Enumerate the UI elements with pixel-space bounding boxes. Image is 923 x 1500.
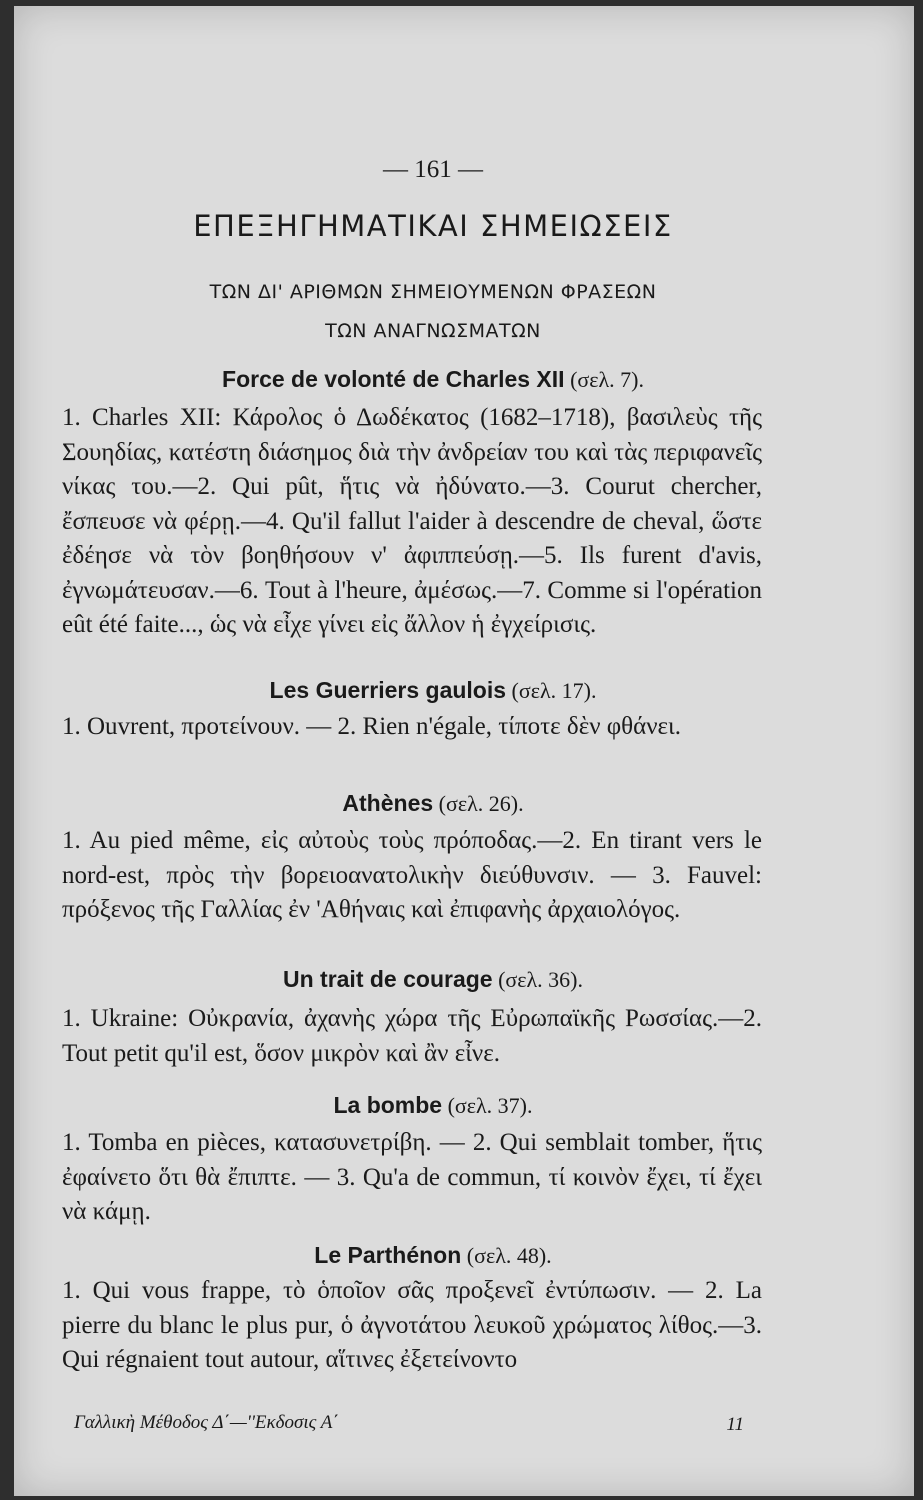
section-title-guerriers	[14, 677, 852, 704]
page-title: ΕΠΕΞΗΓΗΜΑΤΙΚΑΙ ΣΗΜΕΙΩΣΕΙΣ	[193, 209, 673, 243]
section-page-ref: (σελ. 36).	[498, 967, 584, 992]
section-title-athenes	[14, 790, 852, 817]
section-title-text: Athènes	[342, 790, 434, 816]
section-page-ref: (σελ. 26).	[438, 791, 524, 816]
section-title-bombe	[14, 1092, 852, 1119]
page-footer	[74, 1412, 774, 1434]
section-text-bombe: 1. Tomba en pièces, κατασυνετρίβη. — 2. Qui semblait tomber, ἥτις ἐφαίνετο ὅτι θὰ ἔπιπτε. — 3. Qu'a de commun, τί κοινὸν ἔχει, τί ἔχει νὰ κάμῃ.	[62, 1129, 762, 1225]
section-title-courage	[14, 966, 852, 993]
section-text-guerriers: 1. Ouvrent, προτείνουν. — 2. Rien n'égale, τίποτε δὲν φθάνει.	[62, 713, 682, 740]
section-text-athenes: 1. Au pied même, εἰς αὐτοὺς τοὺς πρόποδας.—2. En tirant vers le nord-est, πρὸς τὴν βορειοανατολικὴν διεύθυνσιν. — 3. Fauvel: πρόξενος τῆς Γαλλίας ἐν 'Αθήναις καὶ ἐπιφανὴς ἀρχαιολόγος.	[62, 827, 762, 923]
section-page-ref: (σελ. 17).	[511, 678, 597, 703]
section-title-text: La bombe	[333, 1092, 443, 1118]
section-title-text: Le Parthénon	[314, 1242, 462, 1268]
section-title-charles-xii	[14, 366, 852, 393]
footer-book-title: Γαλλικὴ Μέθοδος Δ΄—''Εκδοσις Α΄	[74, 1412, 339, 1433]
section-title-text: Les Guerriers gaulois	[269, 677, 507, 703]
section-page-ref: (σελ. 37).	[447, 1093, 533, 1118]
section-page-ref: (σελ. 48).	[466, 1243, 552, 1268]
page-subtitle-2: ΤΩΝ ΑΝΑΓΝΩΣΜΑΤΩΝ	[325, 320, 541, 342]
book-page	[14, 6, 914, 1496]
section-title-parthenon	[14, 1242, 852, 1269]
section-title-text: Un trait de courage	[282, 966, 493, 992]
section-text-charles-xii: 1. Charles XII: Κάρολος ὁ Δωδέκατος (1682–1718), βασιλεὺς τῆς Σουηδίας, κατέστη διάσημος διὰ τὴν ἀνδρείαν του καὶ τὰς περιφανεῖς νίκας του.—2. Qui pût, ἥτις νὰ ἠδύνατο.—3. Courut chercher, ἔσπευσε νὰ φέρῃ.—4. Qu'il fallut l'aider à descendre de cheval, ὥστε ἐδέησε νὰ τὸν βοηθήσουν ν' ἀφιππεύσῃ.—5. Ils furent d'avis, ἐγνωμάτευσαν.—6. Tout à l'heure, ἀμέσως.—7. Comme si l'opération eût été faite..., ὡς νὰ εἶχε γίνει εἰς ἄλλον ἡ ἐγχείρισις.	[62, 404, 762, 638]
section-text-courage: 1. Ukraine: Οὐκρανία, ἀχανὴς χώρα τῆς Εὐρωπαϊκῆς Ρωσσίας.—2. Tout petit qu'il est, ὅσον μικρὸν καὶ ἂν εἶνε.	[62, 1005, 762, 1067]
page-subtitle-1: ΤΩΝ ΔΙ' ΑΡΙΘΜΩΝ ΣΗΜΕΙΟΥΜΕΝΩΝ ΦΡΑΣΕΩΝ	[209, 281, 657, 303]
section-page-ref: (σελ. 7).	[570, 367, 644, 392]
footer-sheet-number: 11	[726, 1414, 744, 1435]
section-title-text: Force de volonté de Charles XII	[222, 366, 565, 392]
section-text-parthenon: 1. Qui vous frappe, τὸ ὁποῖον σᾶς προξενεῖ ἐντύπωσιν. — 2. La pierre du blanc le plus pur, ὁ ἀγνοτάτου λευκοῦ χρώματος λίθος.—3. Qui régnaient tout autour, αἵτινες ἐξετείνοντο	[62, 1277, 762, 1373]
page-number: — 161 —	[383, 156, 483, 183]
